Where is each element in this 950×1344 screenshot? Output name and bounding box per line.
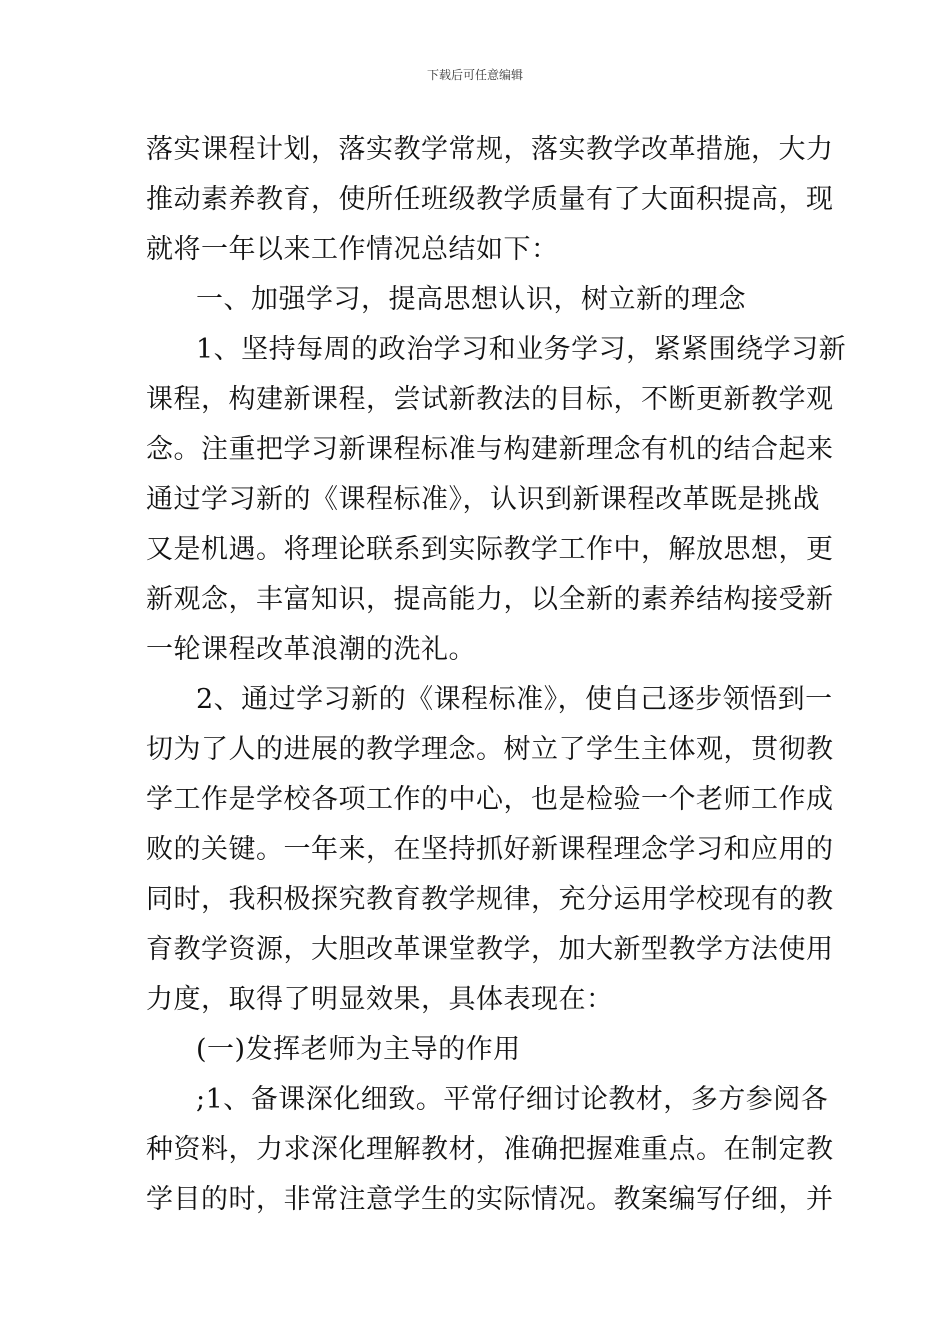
text-line: 学目的时，非常注意学生的实际情况。教案编写仔细，并 (146, 1184, 834, 1215)
section-heading: 一、加强学习，提高思想认识，树立新的理念 (196, 284, 746, 315)
text-line: 通过学习新的《课程标准》，认识到新课程改革既是挑战 (146, 484, 820, 515)
subsection-heading: (一)发挥老师为主导的作用 (196, 1034, 521, 1065)
text-line: 切为了人的进展的教学理念。树立了学生主体观，贯彻教 (146, 734, 834, 765)
text-line: 1、坚持每周的政治学习和业务学习，紧紧围绕学习新 (196, 334, 847, 365)
text-line: 落实课程计划，落实教学常规，落实教学改革措施，大力 (146, 134, 834, 165)
text-line: 一轮课程改革浪潮的洗礼。 (146, 634, 476, 665)
text-line: 新观念，丰富知识，提高能力，以全新的素养结构接受新 (146, 584, 834, 615)
text-line: 又是机遇。将理论联系到实际教学工作中，解放思想，更 (146, 534, 834, 565)
text-line: 就将一年以来工作情况总结如下： (146, 234, 559, 265)
text-line: 推动素养教育，使所任班级教学质量有了大面积提高，现 (146, 184, 834, 215)
page-header: 下载后可任意编辑 (426, 68, 523, 82)
text-line: 败的关键。一年来，在坚持抓好新课程理念学习和应用的 (146, 834, 834, 865)
text-line: 学工作是学校各项工作的中心，也是检验一个老师工作成 (146, 784, 834, 815)
text-line: 2、通过学习新的《课程标准》，使自己逐步领悟到一 (196, 684, 833, 715)
text-line: 种资料，力求深化理解教材，准确把握难重点。在制定教 (146, 1134, 834, 1165)
text-line: ;1、备课深化细致。平常仔细讨论教材，多方参阅各 (196, 1084, 829, 1115)
text-line: 同时，我积极探究教育教学规律，充分运用学校现有的教 (146, 884, 834, 915)
text-line: 力度，取得了明显效果，具体表现在： (146, 984, 614, 1015)
text-line: 育教学资源，大胆改革课堂教学，加大新型教学方法使用 (146, 934, 834, 965)
text-line: 念。注重把学习新课程标准与构建新理念有机的结合起来 (146, 434, 834, 465)
text-line: 课程，构建新课程，尝试新教法的目标，不断更新教学观 (146, 384, 834, 415)
